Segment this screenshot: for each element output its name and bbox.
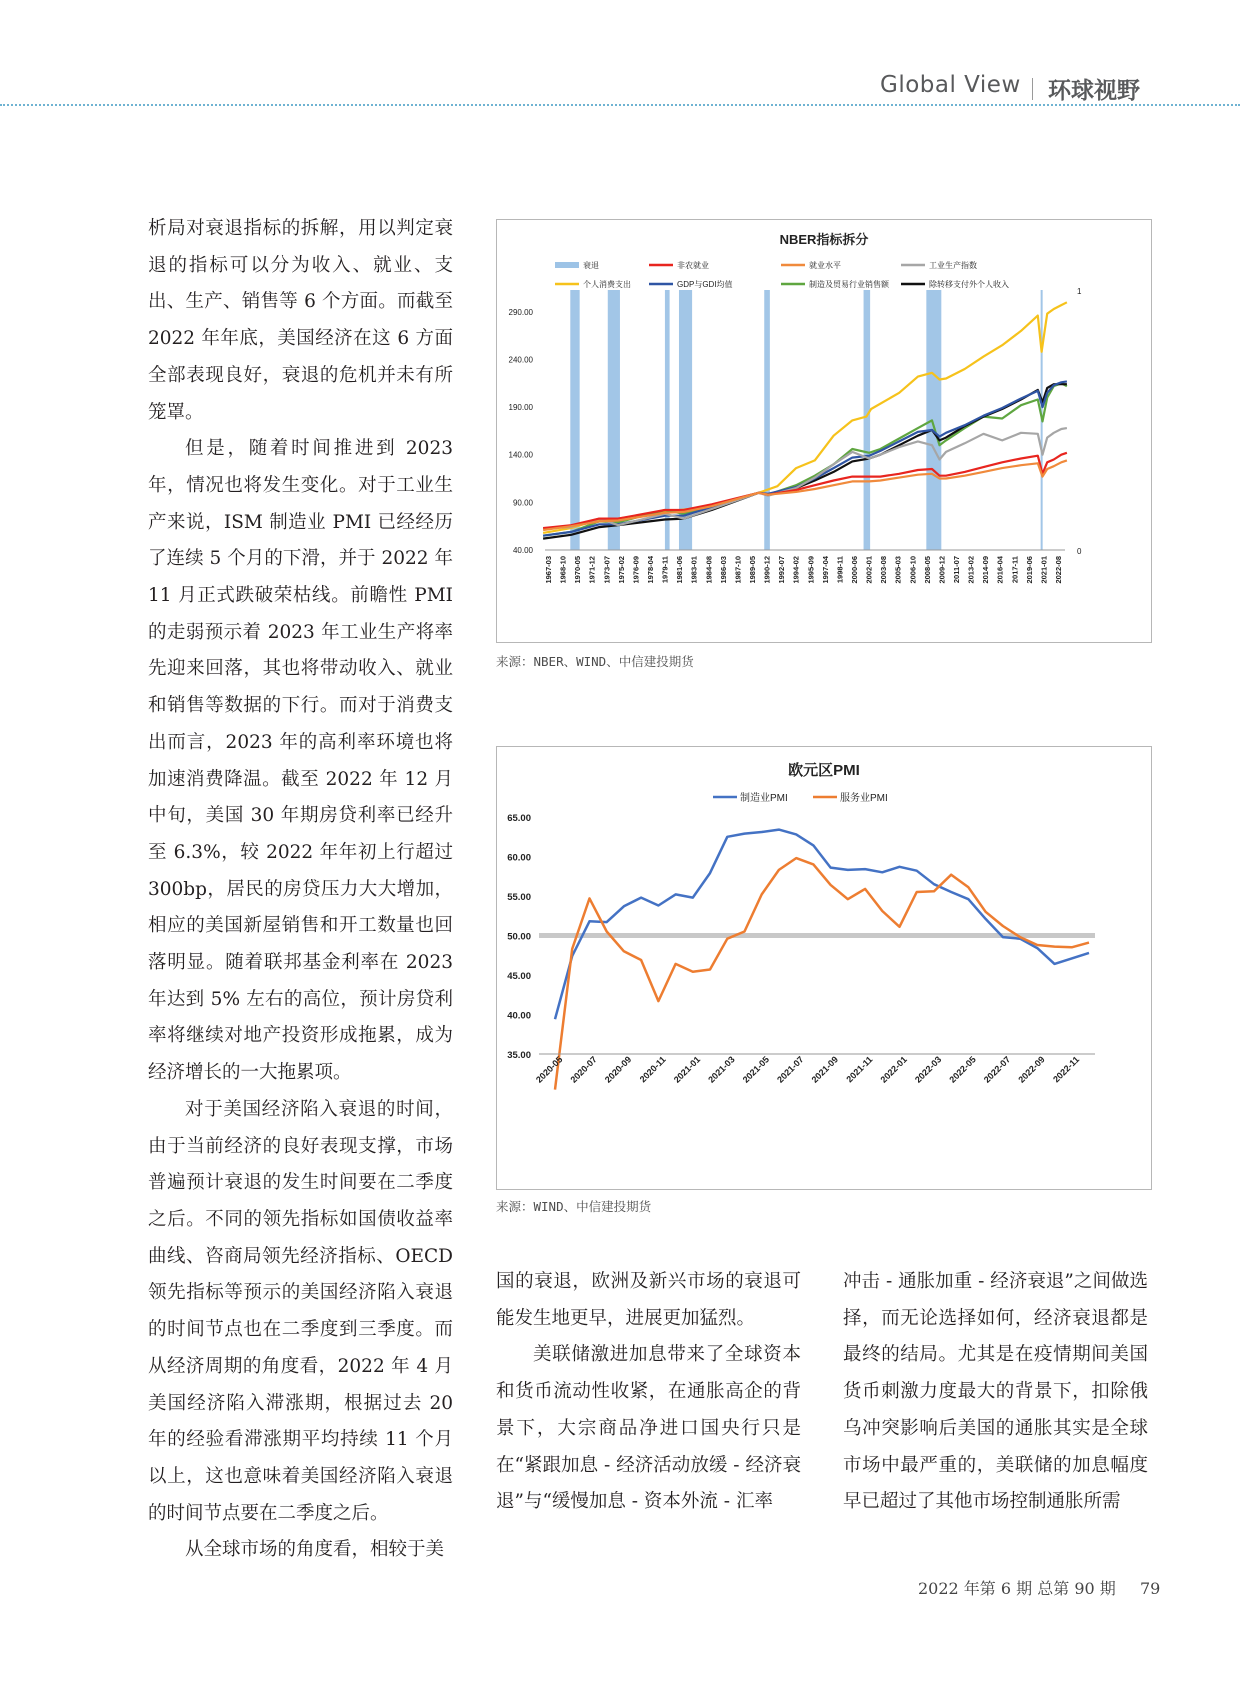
x-tick-label: 1997-04 — [820, 556, 830, 584]
x-tick-label: 1984-08 — [704, 556, 714, 584]
legend-label: 除转移支付外个人收入 — [929, 280, 1009, 289]
x-tick-label: 1971-12 — [587, 556, 597, 584]
x-tick-label: 1995-09 — [806, 556, 816, 584]
y-tick-label: 45.00 — [507, 971, 531, 982]
x-tick-label: 1998-11 — [835, 556, 845, 584]
y-tick-label: 55.00 — [507, 892, 531, 903]
x-tick-label: 2020-07 — [568, 1054, 599, 1085]
x-tick-label: 2020-05 — [533, 1054, 565, 1085]
x-tick-label: 2022-07 — [981, 1054, 1013, 1085]
x-tick-label: 1983-01 — [689, 556, 699, 584]
paragraph: 国的衰退，欧洲及新兴市场的衰退可能发生地更早，进展更加猛烈。 — [496, 1271, 801, 1329]
y-tick-label: 290.00 — [508, 307, 533, 317]
series-line — [543, 460, 1067, 530]
x-tick-label: 1994-02 — [791, 556, 801, 584]
x-tick-label: 2020-09 — [602, 1054, 634, 1085]
x-tick-label: 1978-04 — [646, 556, 655, 584]
series-line — [543, 428, 1067, 528]
legend-label: GDP与GDI均值 — [677, 280, 733, 289]
x-tick-label: 2003-08 — [879, 556, 889, 584]
x-tick-label: 1981-06 — [675, 556, 685, 584]
recession-bar — [926, 290, 941, 550]
text-column-2 — [496, 1264, 801, 1521]
x-tick-label: 2019-06 — [1024, 556, 1034, 584]
x-tick-label: 2000-06 — [850, 556, 859, 584]
x-tick-label: 1987-10 — [733, 556, 743, 584]
legend-label: 工业生产指数 — [929, 261, 977, 270]
x-tick-label: 2022-09 — [1016, 1054, 1047, 1085]
series-line — [543, 384, 1067, 538]
x-tick-label: 2022-08 — [1054, 556, 1063, 584]
x-tick-label: 2009-12 — [937, 556, 947, 584]
eurozone-pmi-chart — [496, 746, 1152, 1190]
paragraph: 从全球市场的角度看，相较于美 — [185, 1539, 445, 1561]
y-tick-label: 140.00 — [508, 450, 533, 460]
x-tick-label: 2014-09 — [981, 556, 991, 584]
x-tick-label: 2022-03 — [912, 1054, 944, 1085]
x-tick-label: 1968-10 — [558, 556, 568, 584]
x-tick-label: 1975-02 — [616, 556, 626, 584]
recession-bar — [570, 290, 579, 550]
x-tick-label: 1986-03 — [718, 556, 728, 584]
nber-chart-svg — [497, 220, 1151, 642]
x-tick-label: 1992-07 — [777, 556, 787, 584]
x-tick-label: 2021-05 — [740, 1054, 772, 1085]
y2-tick-label: 0 — [1077, 547, 1082, 556]
text-column-3 — [843, 1264, 1148, 1521]
x-tick-label: 2021-01 — [1039, 556, 1049, 584]
legend-label: 制造及贸易行业销售额 — [809, 280, 889, 289]
y-tick-label: 50.00 — [507, 931, 531, 943]
y-tick-label: 240.00 — [508, 355, 533, 365]
series-line — [555, 858, 1089, 1090]
x-tick-label: 1973-07 — [602, 556, 612, 584]
y-tick-label: 35.00 — [507, 1050, 531, 1061]
series-line — [543, 381, 1067, 535]
x-tick-label: 2013-02 — [966, 556, 976, 584]
x-tick-label: 2022-05 — [947, 1054, 978, 1085]
legend-label: 衰退 — [583, 261, 599, 270]
x-tick-label: 2022-11 — [1051, 1054, 1082, 1085]
x-tick-label: 1989-05 — [748, 556, 757, 584]
chart1-source-note: 来源：NBER、WIND、中信建投期货 — [496, 654, 694, 669]
x-tick-label: 1976-09 — [631, 556, 641, 584]
y-tick-label: 90.00 — [512, 498, 533, 508]
x-tick-label: 2021-01 — [671, 1054, 703, 1085]
recession-bar — [608, 290, 620, 550]
legend-label: 就业水平 — [809, 261, 841, 270]
x-tick-label: 1979-11 — [660, 556, 670, 584]
legend-label: 个人消费支出 — [583, 280, 631, 289]
x-tick-label: 2006-10 — [908, 556, 918, 584]
paragraph: 对于美国经济陷入衰退的时间，由于当前经济的良好表现支撑，市场普遍预计衰退的发生时间要在二季度之后。不同的领先指标如国债收益率曲线、咨商局领先经济指标、OECD 领先指标等预示的美国经济陷入衰退的时间节点也在二季度到三季度。而从经济周期的角度看，2022 年 4 月美国经济陷入滞涨期，根据过去 20 年的经验看滞涨期平均持续 11 个月以上，这也意味着美国经济陷入衰退的时间节点要在二季度之后。 — [148, 1098, 453, 1524]
header-separator — [1032, 78, 1033, 100]
x-tick-label: 2011-07 — [952, 556, 961, 584]
x-tick-label: 2020-11 — [637, 1054, 668, 1085]
legend-label: 制造业PMI — [740, 793, 788, 804]
x-tick-label: 1970-05 — [573, 556, 583, 584]
series-line — [555, 830, 1089, 1020]
chart2-source-note: 来源：WIND、中信建投期货 — [496, 1199, 652, 1214]
paragraph: 但是，随着时间推进到 2023 年，情况也将发生变化。对于工业生产来说，ISM 制造业 PMI 已经经历了连续 5 个月的下滑，并于 2022 年 11 月正式跌破荣枯线。前瞻性 PMI 的走弱预示着 2023 年工业生产将率先迎来回落，其也将带动收入、就业和销售等数据的下行。而对于消费支出而言，2023 年的高利率环境也将加速消费降温。截至 2022 年 12 月中旬，美国 30 年期房贷利率已经升至 6.3%，较 2022 年年初上行超过 300bp，居民的房贷压力大大增加，相应的美国新屋销售和开工数量也回落明显。随着联邦基金利率在 2023 年达到 5% 左右的高位，预计房贷利率将继续对地产投资形成拖累，成为经济增长的一大拖累项。 — [148, 438, 453, 1084]
legend-label: 非农就业 — [677, 261, 709, 270]
y2-tick-label: 1 — [1077, 287, 1082, 296]
x-tick-label: 2002-01 — [864, 556, 874, 584]
chart-title: NBER指标拆分 — [779, 232, 869, 247]
x-tick-label: 2021-09 — [809, 1054, 841, 1085]
recession-bar — [864, 290, 871, 550]
y-tick-label: 190.00 — [508, 403, 533, 413]
page-footer — [918, 1576, 1160, 1599]
recession-bar — [764, 290, 770, 550]
legend-label: 服务业PMI — [840, 793, 888, 804]
x-tick-label: 2021-03 — [706, 1054, 737, 1085]
series-line — [543, 383, 1067, 535]
x-tick-label: 1990-12 — [762, 556, 772, 584]
pmi-chart-svg — [497, 747, 1151, 1189]
page-number: 79 — [1139, 1579, 1161, 1598]
text-column-1 — [148, 211, 453, 1569]
header-section-english: Global View — [880, 72, 1021, 98]
x-tick-label: 2022-01 — [878, 1054, 909, 1085]
legend-swatch — [555, 262, 579, 268]
x-tick-label: 2017-11 — [1010, 556, 1020, 584]
y-tick-label: 40.00 — [507, 1010, 531, 1022]
y-tick-label: 60.00 — [507, 852, 531, 864]
y-tick-label: 40.00 — [512, 546, 533, 555]
nber-indicator-chart — [496, 219, 1152, 643]
x-tick-label: 2005-03 — [893, 556, 903, 584]
x-tick-label: 2016-04 — [995, 556, 1005, 584]
issue-info: 2022 年第 6 期 总第 90 期 — [918, 1579, 1116, 1598]
paragraph: 析局对衰退指标的拆解，用以判定衰退的指标可以分为收入、就业、支出、生产、销售等 6 个方面。而截至 2022 年年底，美国经济在这 6 方面全部表现良好，衰退的危机并未有所笼罩。 — [148, 218, 453, 423]
y-tick-label: 65.00 — [507, 813, 531, 824]
x-tick-label: 2008-05 — [922, 556, 932, 584]
chart-title: 欧元区PMI — [788, 762, 860, 779]
header-section-chinese: 环球视野 — [1048, 78, 1140, 104]
paragraph: 冲击 - 通胀加重 - 经济衰退”之间做选择，而无论选择如何，经济衰退都是最终的结局。尤其是在疫情期间美国货币刺激力度最大的背景下，扣除俄乌冲突影响后美国的通胀其实是全球市场中最严重的，美联储的加息幅度早已超过了其他市场控制通胀所需 — [843, 1271, 1148, 1513]
x-tick-label: 2021-07 — [775, 1054, 806, 1085]
x-tick-label: 1967-03 — [544, 556, 553, 584]
x-tick-label: 2021-11 — [844, 1054, 875, 1085]
paragraph: 美联储激进加息带来了全球资本和货币流动性收紧，在通胀高企的背景下，大宗商品净进口国央行只是在“紧跟加息 - 经济活动放缓 - 经济衰退”与“缓慢加息 - 资本外流 - 汇率 — [496, 1344, 801, 1513]
